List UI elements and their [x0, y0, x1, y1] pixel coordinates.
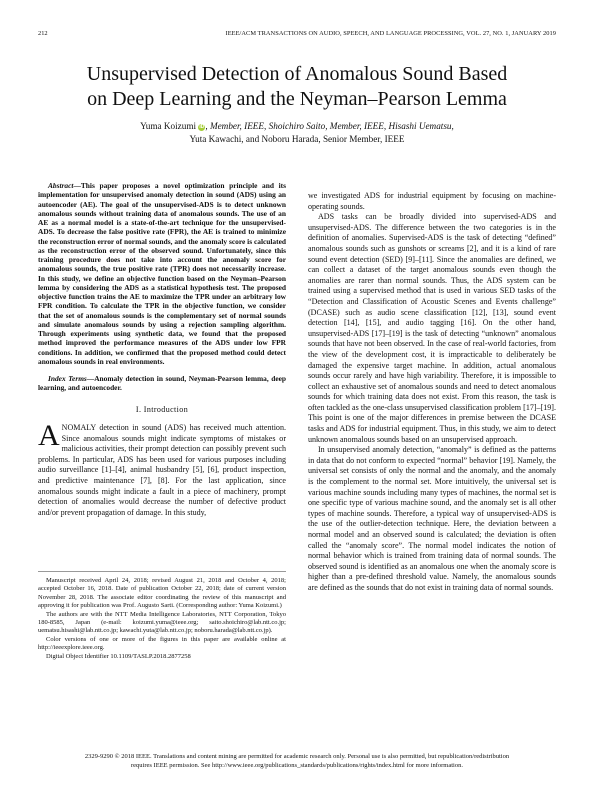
left-column	[38, 181, 286, 518]
title-line-1: Unsupervised Detection of Anomalous Sound Based	[86, 63, 508, 85]
author-list	[40, 120, 554, 146]
footnote-color-versions: Color versions of one or more of the figures in this paper are available online at http://ieeexplore.ieee.org.	[38, 635, 286, 652]
intro-paragraph-1	[38, 419, 286, 518]
orcid-icon[interactable]: iD	[199, 124, 205, 130]
index-terms-label: Index Terms	[48, 374, 87, 383]
footnotes	[38, 577, 286, 661]
right-paragraph-1: we investigated ADS for industrial equipment by focusing on machine-operating sounds.	[308, 191, 556, 211]
footnote-rule	[38, 571, 286, 572]
section-heading-introduction: I. Introduction	[135, 404, 189, 414]
page-number: 212	[38, 30, 48, 37]
footnote-manuscript: Manuscript received April 24, 2018; revised August 21, 2018 and October 4, 2018; accepted October 16, 2018. Date of publication October 22, 2018; date of current version November 28, 2018. The associate editor coordinating the review of this manuscript and approving it for publication was Prof. Augusto Sarti. (Corresponding author: Yuma Koizumi.)	[38, 577, 286, 610]
abstract-text: —This paper proposes a novel optimization principle and its implementation for unsupervised anomaly detection in sound (ADS) using an autoencoder (AE). The goal of the unsupervised-ADS is to detect unknown anomalous sounds without training data of anomalous sounds. The use of an AE as a normal model is a state-of-the-art technique for the unsupervised-ADS. To decrease the false positive rate (FPR), the AE is trained to minimize the reconstruction error of normal sounds, and the anomaly score is calculated as the reconstruction error of the observed sound. Unfortunately, since this training procedure does not take into account the anomaly score for anomalous sounds, the true positive rate (TPR) does not necessarily increase. In this study, we define an objective function based on the Neyman–Pearson lemma by considering the ADS as a statistical hypothesis test. The proposed objective function trains the AE to maximize the TPR under an arbitrary low FPR condition. To calculate the TPR in the objective function, we consider that the set of anomalous sounds is the complementary set of normal sounds and simulate anomalous sounds by using a rejection sampling algorithm. Through experiments using synthetic data, we found that the proposed method improved the performance measures of the ADS under low FPR conditions. In addition, we confirmed that the proposed method could detect anomalous sounds in real environments.	[38, 181, 286, 366]
copyright-line-1: 2329-9290 © 2018 IEEE. Translations and content mining are permitted for academic research only. Personal use is also permitted, but republication/redistribution	[84, 753, 510, 760]
right-paragraph-3: In unsupervised anomaly detection, “anomaly” is defined as the patterns in data that do not conform to expected “normal” behavior [19]. Namely, the universal set consists of only the normal and the anomaly, and the anomaly is the complement to the normal set. More intuitively, the universal set is various machine sounds including many types of machines, the normal set is one specific type of various machine sound, and the anomaly set is all other types of machine sounds. Therefore, a typical way of unsupervised-ADS is the use of the outlier-detection technique. Here, the deviation between a normal model and an observed sound is calculated; the deviation is often called the “anomaly score”. The normal model indicates the notion of normal behavior which is trained from training data of normal sounds. The observed sound is identified as an anomalous one when the anomaly score is higher than a pre-defined threshold value. Namely, the anomalous sounds are defined as the sounds that do not exist in training data of normal sounds.	[308, 445, 556, 592]
copyright-line-2: requires IEEE permission. See http://www.ieee.org/publications_standards/publications/rights/index.html for more information.	[131, 761, 463, 769]
right-column	[308, 191, 556, 594]
drop-cap: A	[38, 419, 60, 453]
footnote-affiliation: The authors are with the NTT Media Intelligence Laboratories, NTT Corporation, Tokyo 180-8585, Japan (e-mail: koizumi.yuma@ieee.org; saito.shoichiro@lab.ntt.co.jp; uematsu.hisashi@lab.ntt.co.jp; kawachi.yuta@lab.ntt.co.jp; noboru.harada@lab.ntt.co.jp).	[38, 610, 286, 635]
abstract	[38, 181, 286, 366]
journal-name: IEEE/ACM TRANSACTIONS ON AUDIO, SPEECH, AND LANGUAGE PROCESSING, VOL. 27, NO. 1, JANUARY 2019	[225, 30, 556, 37]
authors-line-2: Yuta Kawachi, and Noboru Harada, Senior Member, IEEE	[189, 134, 405, 144]
copyright-notice	[38, 753, 556, 770]
first-author-name: Yuma Koizumi	[140, 121, 197, 131]
right-paragraph-2: ADS tasks can be broadly divided into supervised-ADS and unsupervised-ADS. The difference between the two categories is in the definition of anomalies. Supervised-ADS is the task of detecting “defined” anomalous sounds such as gunshots or screams [2], and it is a kind of rare sound event detection (SED) [9]–[11]. Since the anomalies are defined, we can collect a dataset of the target anomalous sounds even though the anomalies are rarer than normal sounds. Thus, the ADS system can be trained using a supervised method that is used in various SED tasks of the “Detection and Classification of Acoustic Scenes and Events challenge” (DCASE) such as audio scene classification [12], [13], sound event detection [14], [15], and audio tagging [16]. On the other hand, unsupervised-ADS [17]–[19] is the task of detecting “unknown” anomalous sounds that have not been observed. In the case of real-world factories, from the view of the development cost, it is impracticable to deliberately be damaged the expensive target machine. In addition, actual anomalous sounds occur rarely and have high variability. Therefore, it is impossible to collect an exhaustive set of anomalous sounds and need to detect anomalous sounds for which training data does not exist. From this reason, the task is often tackled as the one-class unsupervised classification problem [17]–[19]. This point is one of the major differences in premise between the DCASE tasks and ADS for industrial equipment. Thus, in this study, we aim to detect unknown anomalous sounds based on an unsupervised approach.	[308, 212, 556, 444]
index-terms	[38, 374, 286, 393]
paper-title	[30, 62, 564, 112]
index-terms-text: —Anomaly detection in sound, Neyman-Pearson lemma, deep learning, and autoencoder.	[38, 374, 287, 393]
footnote-doi: Digital Object Identifier 10.1109/TASLP.2018.2877258	[46, 652, 191, 660]
authors-line-1-rest: , Member, IEEE, Shoichiro Saito, Member, IEEE, Hisashi Uematsu,	[205, 121, 454, 131]
authors-line-1	[40, 120, 554, 133]
intro-paragraph-1-text: NOMALY detection in sound (ADS) has received much attention. Since anomalous sounds might indicate symptoms of mistakes or malicious activities, their prompt detection can possibly prevent such problems. In particular, ADS has been used for various purposes including audio surveillance [1]–[4], animal husbandry [5], [6], product inspection, and predictive maintenance [7], [8]. For the last application, since anomalous sounds might indicate a fault in a piece of machinery, prompt detection of anomalies would decrease the number of defective product and/or prevent propagation of damage. In this study,	[38, 423, 286, 517]
abstract-label: Abstract	[48, 181, 74, 190]
title-line-2: on Deep Learning and the Neyman–Pearson Lemma	[87, 88, 507, 110]
